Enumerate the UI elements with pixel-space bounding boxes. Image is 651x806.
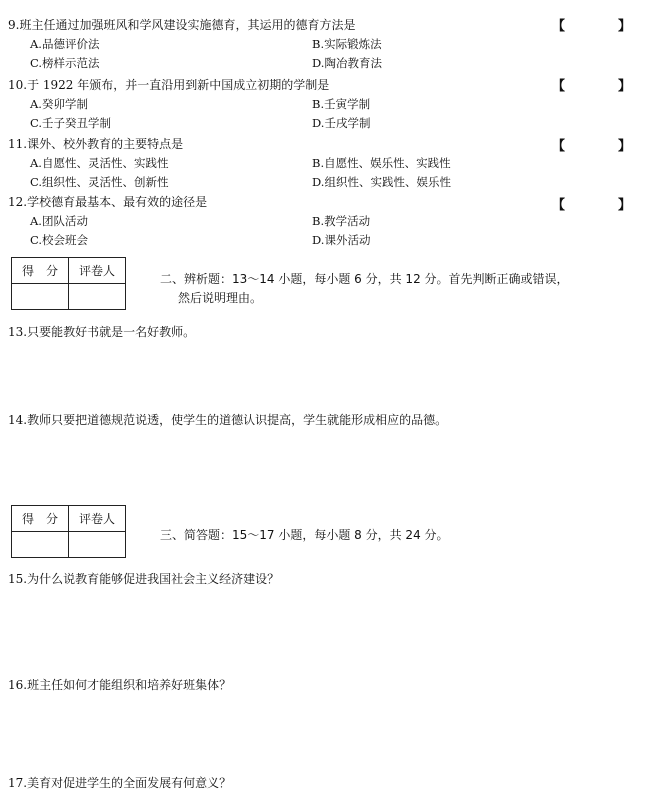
grader-cell[interactable] xyxy=(69,532,126,558)
answer-bracket-10: 【 】 xyxy=(552,79,651,94)
score-header: 得 分 xyxy=(12,506,69,532)
q9-option-a: A.品德评价法 xyxy=(30,37,100,51)
question-16: 16.班主任如何才能组织和培养好班集体？ xyxy=(8,678,232,692)
q9-option-b: B.实际锻炼法 xyxy=(312,37,382,51)
q11-option-d: D.组织性、实践性、娱乐性 xyxy=(312,175,451,189)
score-table-section2 xyxy=(11,257,126,310)
q12-option-c: C.校会班会 xyxy=(30,233,89,247)
q11-option-b: B.自愿性、娱乐性、实践性 xyxy=(312,156,451,170)
score-header: 得 分 xyxy=(12,258,69,284)
q9-option-d: D.陶冶教育法 xyxy=(312,56,382,70)
q9-option-c: C.榜样示范法 xyxy=(30,56,100,70)
question-13: 13.只要能教好书就是一名好教师。 xyxy=(8,325,196,339)
grader-header: 评卷人 xyxy=(69,506,126,532)
question-17: 17.美育对促进学生的全面发展有何意义？ xyxy=(8,776,232,790)
grader-cell[interactable] xyxy=(69,284,126,310)
q11-option-a: A.自愿性、灵活性、实践性 xyxy=(30,156,169,170)
section2-title: 二、辨析题：13～14 小题，每小题 6 分，共 12 分。首先判断正确或错误， xyxy=(160,272,569,286)
score-cell[interactable] xyxy=(12,532,69,558)
answer-bracket-11: 【 】 xyxy=(552,139,651,154)
question-14: 14.教师只要把道德规范说透，使学生的道德认识提高，学生就能形成相应的品德。 xyxy=(8,413,448,427)
question-9: 9.班主任通过加强班风和学风建设实施德育，其运用的德育方法是 xyxy=(8,18,356,32)
q10-option-d: D.壬戌学制 xyxy=(312,116,371,130)
q10-option-b: B.壬寅学制 xyxy=(312,97,371,111)
q10-option-a: A.癸卯学制 xyxy=(30,97,88,111)
answer-bracket-12: 【 】 xyxy=(552,198,651,213)
score-table-section3 xyxy=(11,505,126,558)
q12-option-a: A.团队活动 xyxy=(30,214,88,228)
q12-option-b: B.教学活动 xyxy=(312,214,371,228)
question-15: 15.为什么说教育能够促进我国社会主义经济建设？ xyxy=(8,572,280,586)
answer-bracket-9: 【 】 xyxy=(552,19,651,34)
grader-header: 评卷人 xyxy=(69,258,126,284)
question-10: 10.于 1922 年颁布，并一直沿用到新中国成立初期的学制是 xyxy=(8,78,330,92)
question-12: 12.学校德育最基本、最有效的途径是 xyxy=(8,195,208,209)
score-cell[interactable] xyxy=(12,284,69,310)
section2-title-cont: 然后说明理由。 xyxy=(178,291,263,305)
section3-title: 三、简答题：15～17 小题，每小题 8 分，共 24 分。 xyxy=(160,528,449,542)
q11-option-c: C.组织性、灵活性、创新性 xyxy=(30,175,169,189)
q12-option-d: D.课外活动 xyxy=(312,233,371,247)
question-11: 11.课外、校外教育的主要特点是 xyxy=(8,137,184,151)
q10-option-c: C.壬子癸丑学制 xyxy=(30,116,112,130)
